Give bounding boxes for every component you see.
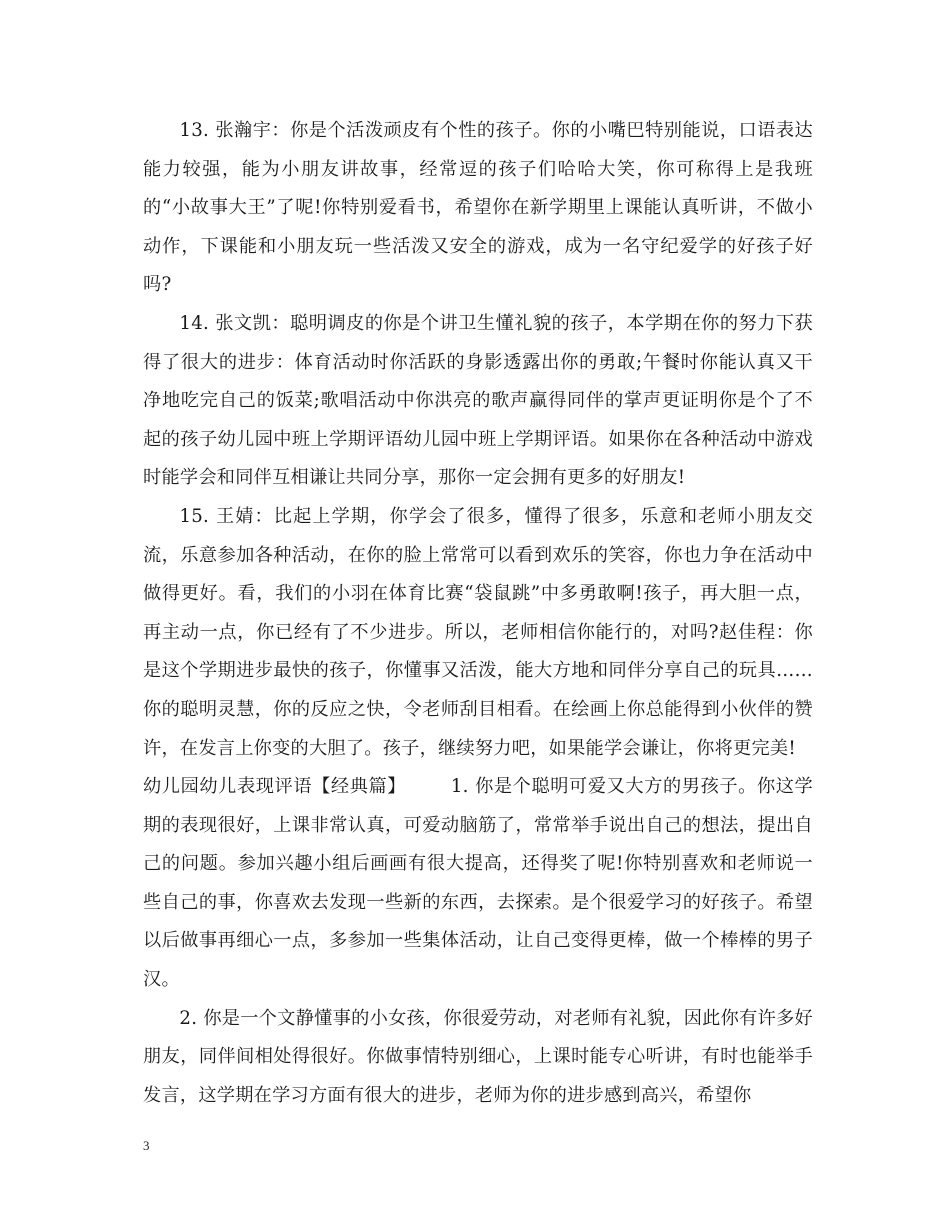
document-body xyxy=(143,112,813,1115)
paragraph-14: 14. 张文凯：聪明调皮的你是个讲卫生懂礼貌的孩子，本学期在你的努力下获得了很大的进步：体育活动时你活跃的身影透露出你的勇敢;午餐时你能认真又干净地吃完自己的饭菜;歌唱活动中你洪亮的歌声赢得同伴的掌声更证明你是个了不起的孩子幼儿园中班上学期评语幼儿园中班上学期评语。如果你在各种活动中游戏时能学会和同伴互相谦让共同分享，那你一定会拥有更多的好朋友! xyxy=(143,312,813,489)
page-number: 3 xyxy=(143,1138,150,1153)
section-spacer xyxy=(406,776,451,797)
paragraph-13: 13. 张瀚宇：你是个活泼顽皮有个性的孩子。你的小嘴巴特别能说，口语表达能力较强，能为小朋友讲故事，经常逗的孩子们哈哈大笑，你可称得上是我班的“小故事大王”了呢!你特别爱看书，希望你在新学期里上课能认真听讲，不做小动作，下课能和小朋友玩一些活泼又安全的游戏，成为一名守纪爱学的好孩子好吗? xyxy=(143,120,813,296)
paragraph-2: 2. 你是一个文静懂事的小女孩，你很爱劳动，对老师有礼貌，因此你有许多好朋友，同伴间相处得很好。你做事情特别细心，上课时能专心听讲，有时也能举手发言，这学期在学习方面有很大的进步，老师为你的进步感到高兴，希望你 xyxy=(143,1007,813,1106)
section-heading: 幼儿园幼儿表现评语【经典篇】 xyxy=(143,776,407,798)
paragraph-15: 15. 王婧：比起上学期，你学会了很多，懂得了很多，乐意和老师小朋友交流，乐意参加各种活动，在你的脸上常常可以看到欢乐的笑容，你也力争在活动中做得更好。看，我们的小羽在体育比赛“袋鼠跳”中多勇敢啊!孩子，再大胆一点，再主动一点，你已经有了不少进步。所以，老师相信你能行的，对吗?赵佳程：你是这个学期进步最快的孩子，你懂事又活泼，能大方地和同伴分享自己的玩具……你的聪明灵慧，你的反应之快，令老师刮目相看。在绘画上你总能得到小伙伴的赞许，在发言上你变的大胆了。孩子，继续努力吧，如果能学会谦让，你将更完美! xyxy=(143,505,813,759)
section-paragraph xyxy=(143,768,813,1000)
section-first-paragraph: 1. 你是个聪明可爱又大方的男孩子。你这学期的表现很好，上课非常认真，可爱动脑筋了，常常举手说出自己的想法，提出自己的问题。参加兴趣小组后画画有很大提高，还得奖了呢!你特别喜欢和老师说一些自己的事，你喜欢去发现一些新的东西，去探索。是个很爱学习的好孩子。希望以后做事再细心一点，多参加一些集体活动，让自己变得更棒，做一个棒棒的男子汉。 xyxy=(143,776,813,991)
